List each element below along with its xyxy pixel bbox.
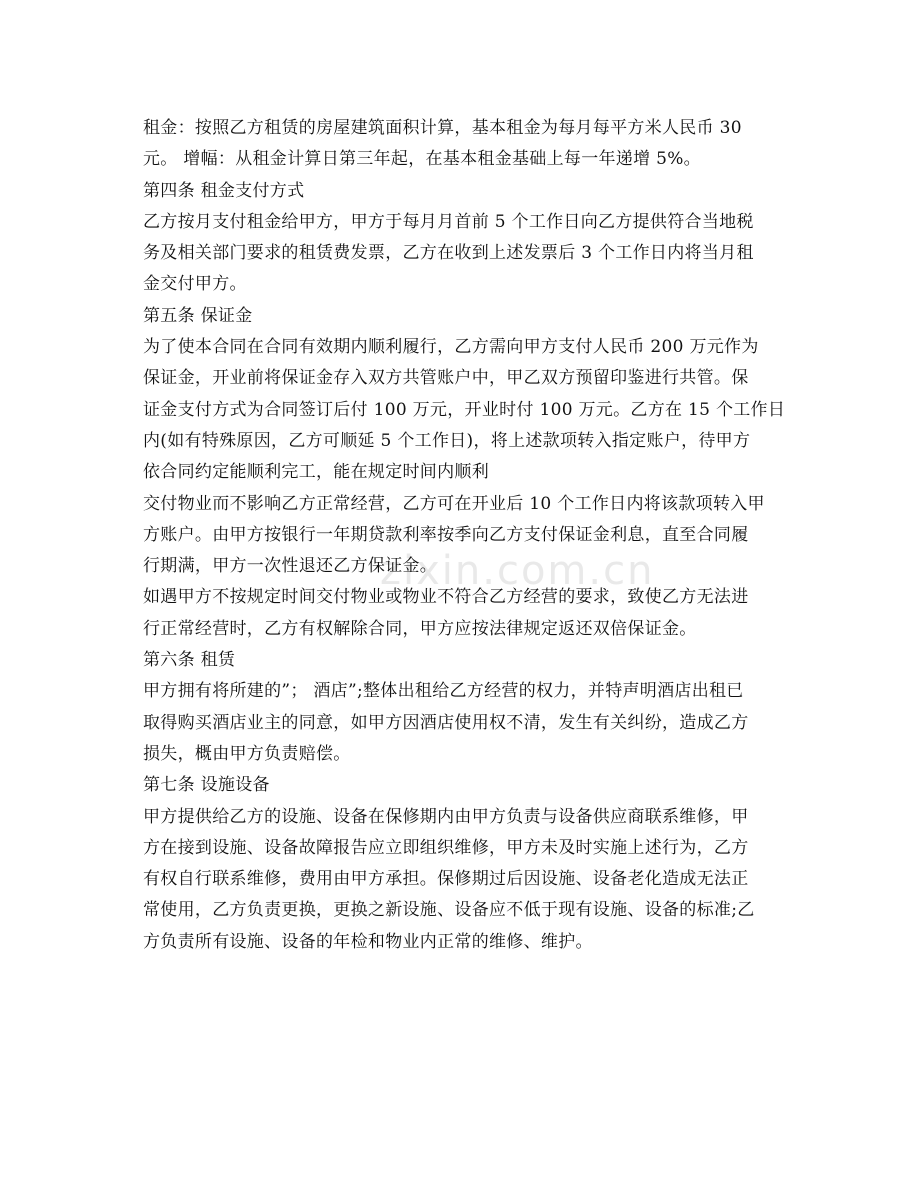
text-line: 方账户。由甲方按银行一年期贷款利率按季向乙方支付保证金利息，直至合同履 [143,524,749,545]
text-line: 保证金，开业前将保证金存入双方共管账户中，甲乙双方预留印鉴进行共管。保 [143,368,749,389]
section-heading: 第七条 设施设备 [143,775,270,796]
text-line: 行正常经营时，乙方有权解除合同，甲方应按法律规定返还双倍保证金。 [143,618,697,639]
text-line: 元。 增幅：从租金计算日第三年起，在基本租金基础上每一年递增 5%。 [143,149,701,170]
text-line: 交付物业而不影响乙方正常经营，乙方可在开业后 10 个工作日内将该款项转入甲 [143,493,765,514]
text-line: 甲方拥有将所建的”； 酒店”;整体出租给乙方经营的权力，并特声明酒店出租已 [143,681,744,702]
text-line: 有权自行联系维修，费用由甲方承担。保修期过后因设施、设备老化造成无法正 [143,869,749,890]
section-heading: 第四条 租金支付方式 [143,180,305,201]
watermark: zixin.com.cn [380,548,655,594]
text-line: 务及相关部门要求的租赁费发票，乙方在收到上述发票后 3 个工作日内将当月租 [143,243,754,264]
text-line: 甲方提供给乙方的设施、设备在保修期内由甲方负责与设备供应商联系维修，甲 [143,806,749,827]
text-line: 为了使本合同在合同有效期内顺利履行，乙方需向甲方支付人民币 200 万元作为 [143,337,759,358]
text-line: 如遇甲方不按规定时间交付物业或物业不符合乙方经营的要求，致使乙方无法进 [143,587,749,608]
text-line: 依合同约定能顺利完工，能在规定时间内顺利 [143,462,489,483]
section-heading: 第六条 租赁 [143,650,236,671]
text-line: 损失，概由甲方负责赔偿。 [143,743,351,764]
section-heading: 第五条 保证金 [143,305,253,326]
text-line: 常使用，乙方负责更换，更换之新设施、设备应不低于现有设施、设备的标准;乙 [143,900,755,921]
text-line: 金交付甲方。 [143,274,247,295]
text-line: 内(如有特殊原因，乙方可顺延 5 个工作日)，将上述款项转入指定账户，待甲方 [143,430,751,451]
text-line: 租金：按照乙方租赁的房屋建筑面积计算，基本租金为每月每平方米人民币 30 [143,118,742,138]
text-line: 乙方按月支付租金给甲方，甲方于每月月首前 5 个工作日向乙方提供符合当地税 [143,211,754,232]
text-line: 行期满，甲方一次性退还乙方保证金。 [143,556,438,577]
text-line: 方在接到设施、设备故障报告应立即组织维修，甲方未及时实施上述行为，乙方 [143,837,749,858]
text-line: 取得购买酒店业主的同意，如甲方因酒店使用权不清，发生有关纠纷，造成乙方 [143,712,749,733]
document-body [143,113,786,958]
text-line: 方负责所有设施、设备的年检和物业内正常的维修、维护。 [143,931,593,952]
text-line: 证金支付方式为合同签订后付 100 万元，开业时付 100 万元。乙方在 15 个工作日 [143,399,786,420]
